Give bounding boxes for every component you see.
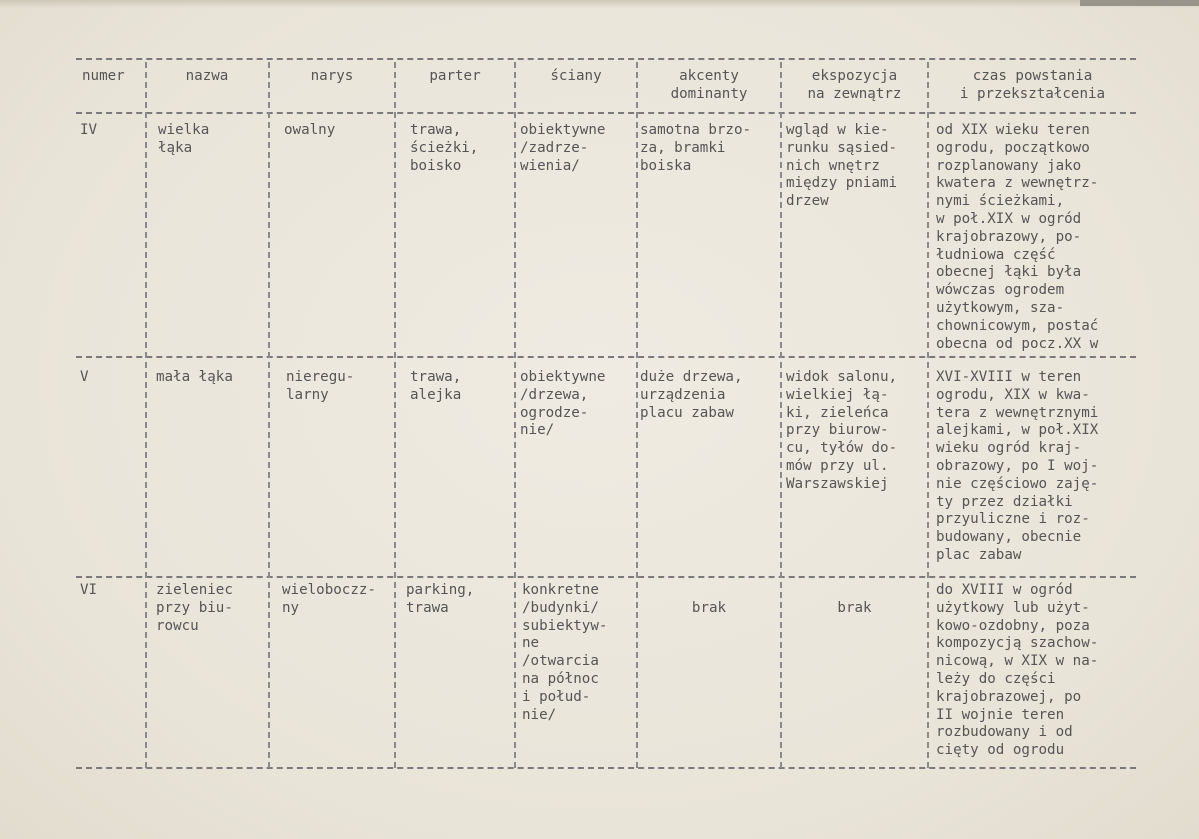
row-iv-numer: IV (80, 122, 98, 138)
column-divider (780, 62, 782, 768)
row-iv-akcenty: samotna brzo- za, bramki boiska (640, 122, 752, 174)
row-v-narys: nieregu- larny (286, 369, 355, 403)
row-iv-sciany: obiektywne /zadrze- wienia/ (520, 122, 606, 174)
page-edge-shadow (0, 0, 1199, 8)
row-v-czas: XVI-XVIII w teren ogrodu, XIX w kwa- tera z wewnętrznymi alejkami, w poł.XIX wieku ogród kraj- obrazowy, po I woj- nie częściowo zaję- ty przez działki przyuliczne i roz- budowany, obecnie plac zabaw (936, 369, 1099, 563)
table-top-rule (76, 58, 1136, 60)
header-parter: parter (429, 68, 481, 84)
header-numer: numer (82, 68, 125, 84)
row-divider (76, 356, 1136, 358)
header-bottom-rule (76, 112, 1136, 114)
row-iv-ekspozycja: wgląd w kie- runku sąsied- nich wnętrz między pniami drzew (786, 122, 898, 210)
row-v-ekspozycja: widok salonu, wielkiej łą- ki, zieleńca przy biurow- cu, tyłów do- mów przy ul. Warszawskiej (786, 369, 898, 492)
header-nazwa: nazwa (185, 68, 229, 84)
header-akcenty: akcenty dominanty (670, 68, 748, 102)
row-v-numer: V (80, 369, 89, 385)
row-iv-czas: od XIX wieku teren ogrodu, początkowo rozplanowany jako kwatera z wewnętrz- nymi ścieżkami, w poł.XIX w ogród krajobrazowy, po- łudniowa część obecnej łąki była wówczas ogrodem użytkowym, sza- chownicowym, postać obecna od pocz.XX w (936, 122, 1099, 352)
row-vi-czas: do XVIII w ogród użytkowy lub użyt- kowo-ozdobny, poza kompozycją szachow- nicową, w XIX w na- leży do części krajobrazowej, po II wojnie teren rozbudowany i od cięty od ogrodu (936, 582, 1099, 759)
row-v-akcenty: duże drzewa, urządzenia placu zabaw (640, 369, 743, 421)
row-iv-nazwa: wielka łąka (158, 122, 210, 156)
header-czas: czas powstania i przekształcenia (959, 68, 1106, 102)
column-divider (514, 62, 516, 768)
row-v-sciany: obiektywne /drzewa, ogrodze- nie/ (520, 369, 606, 439)
column-divider (927, 62, 929, 768)
row-vi-nazwa: zieleniec przy biu- rowcu (156, 582, 233, 634)
row-iv-narys: owalny (284, 122, 336, 138)
row-divider (76, 576, 1136, 578)
header-sciany: ściany (550, 68, 602, 84)
row-vi-sciany: konkretne /budynki/ subiektyw- ne /otwarcia na północ i połud- nie/ (522, 582, 608, 723)
table-bottom-rule (76, 767, 1136, 769)
row-v-parter: trawa, alejka (410, 369, 462, 403)
column-divider (394, 62, 396, 768)
row-vi-narys: wieloboczz- ny (282, 582, 376, 616)
row-iv-parter: trawa, ścieżki, boisko (410, 122, 479, 174)
row-vi-numer: VI (80, 582, 98, 598)
row-vi-ekspozycja: brak (837, 600, 872, 616)
page-edge-strip (1080, 0, 1199, 6)
header-ekspozycja: ekspozycja na zewnątrz (807, 68, 902, 102)
column-divider (145, 62, 147, 768)
header-narys: narys (310, 68, 354, 84)
row-vi-akcenty: brak (691, 600, 727, 616)
column-divider (268, 62, 270, 768)
row-v-nazwa: mała łąka (156, 369, 233, 385)
row-vi-parter: parking, trawa (406, 582, 475, 616)
column-divider (636, 62, 638, 768)
